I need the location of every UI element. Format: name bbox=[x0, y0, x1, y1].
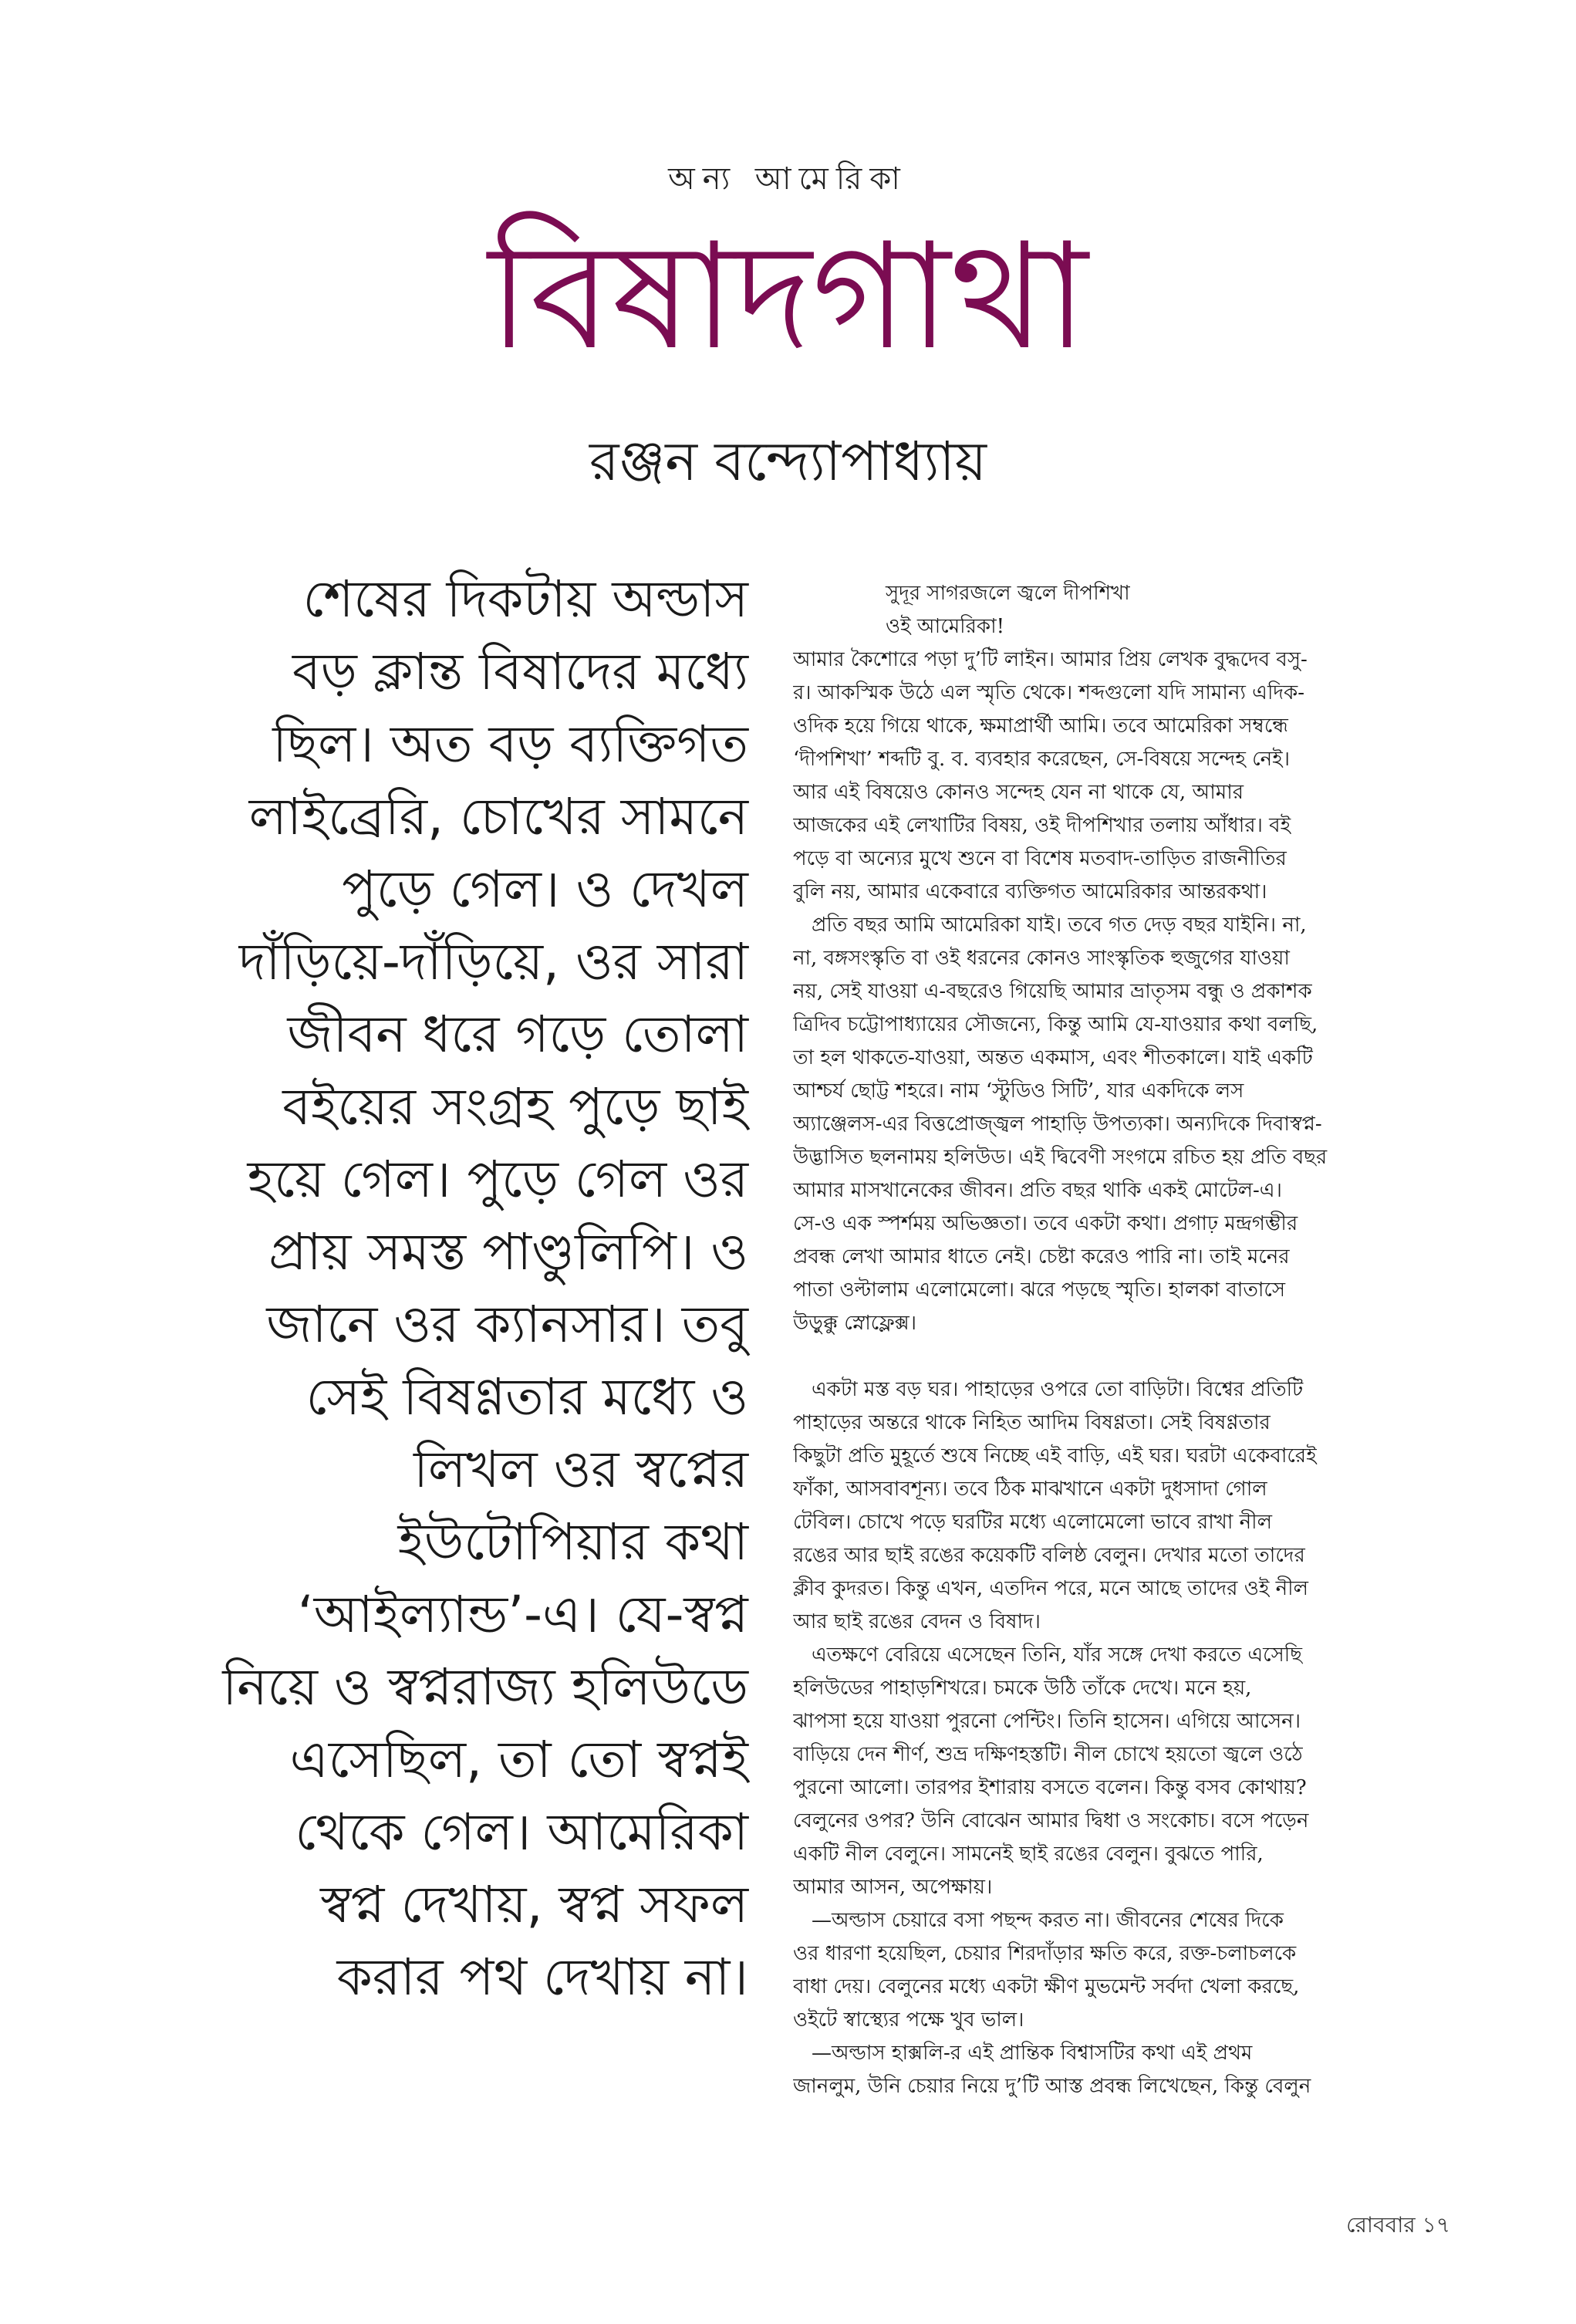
body-line: পাতা ওল্টালাম এলোমেলো। ঝরে পড়ছে স্মৃতি। হালকা বাতাসে bbox=[793, 1279, 1286, 1302]
body-line: পাহাড়ের অন্তরে থাকে নিহিত আদিম বিষণ্ণতা। সেই বিষণ্ণতার bbox=[793, 1411, 1271, 1434]
pull-quote-line: এসেছিল, তা তো স্বপ্নই bbox=[289, 1730, 748, 1789]
body-line: একটা মস্ত বড় ঘর। পাহাড়ের ওপরে তো বাড়িটা। বিশ্বের প্রতিটি bbox=[812, 1378, 1304, 1401]
pull-quote-line: ছিল। অত বড় ব্যক্তিগত bbox=[272, 714, 748, 774]
pull-quote-line: বড় ক্লান্ত বিষাদের মধ্যে bbox=[292, 642, 748, 701]
body-line: —অল্ডাস চেয়ারে বসা পছন্দ করত না। জীবনের শেষের দিকে bbox=[812, 1909, 1284, 1932]
pull-quote-line: ‘আইল্যান্ড’-এ। যে-স্বপ্ন bbox=[297, 1585, 748, 1644]
pull-quote bbox=[139, 563, 748, 2014]
body-paragraph bbox=[793, 1373, 1441, 1639]
pull-quote-line: পুড়ে গেল। ও দেখল bbox=[342, 860, 748, 919]
section-label: অন্য আমেরিকা bbox=[668, 161, 908, 197]
body-line: উদ্ভাসিত ছলনাময় হলিউড। এই দ্বিবেণী সংগমে রচিত হয় প্রতি বছর bbox=[793, 1146, 1328, 1169]
epigraph bbox=[793, 577, 1441, 643]
pull-quote-line: জীবন ধরে গড়ে তোলা bbox=[287, 1005, 748, 1064]
body-line: হলিউডের পাহাড়শিখরে। চমকে উঠি তাঁকে দেখে। মনে হয়, bbox=[793, 1677, 1252, 1700]
pull-quote-line: প্রায় সমস্ত পাণ্ডুলিপি। ও bbox=[268, 1222, 748, 1282]
pull-quote-line: সেই বিষণ্ণতার মধ্যে ও bbox=[305, 1367, 748, 1427]
body-line: কিছুটা প্রতি মুহূর্তে শুষে নিচ্ছে এই বাড়ি, এই ঘর। ঘরটা একেবারেই bbox=[793, 1444, 1317, 1468]
body-line: নয়, সেই যাওয়া এ-বছরেও গিয়েছি আমার ভ্রাতৃসম বন্ধু ও প্রকাশক bbox=[793, 980, 1312, 1003]
pull-quote-line: নিয়ে ও স্বপ্নরাজ্য হলিউডে bbox=[222, 1657, 748, 1717]
pull-quote-line: করার পথ দেখায় না। bbox=[336, 1947, 748, 2007]
pull-quote-line: দাঁড়িয়ে-দাঁড়িয়ে, ওর সারা bbox=[238, 932, 748, 991]
body-line: আর ছাই রঙের বেদন ও বিষাদ। bbox=[793, 1610, 1041, 1633]
body-line: —অল্ডাস হাক্সলি-র এই প্রান্তিক বিশ্বাসটির কথা এই প্রথম bbox=[812, 2042, 1253, 2065]
body-line: সে-ও এক স্পর্শময় অভিজ্ঞতা। তবে একটা কথা। প্রগাঢ় মন্দ্রগম্ভীর bbox=[793, 1212, 1298, 1235]
body-line: আর এই বিষয়েও কোনও সন্দেহ যেন না থাকে যে, আমার bbox=[793, 781, 1244, 804]
pull-quote-line: শেষের দিকটায় অল্ডাস bbox=[302, 569, 748, 629]
body-paragraph bbox=[793, 2037, 1441, 2103]
body-line: ওদিক হয়ে গিয়ে থাকে, ক্ষমাপ্রার্থী আমি। তবে আমেরিকা সম্বন্ধে bbox=[793, 714, 1288, 738]
body-line: ফাঁকা, আসবাবশূন্য। তবে ঠিক মাঝখানে একটা দুধসাদা গোল bbox=[793, 1478, 1267, 1501]
body-line: একটি নীল বেলুনে। সামনেই ছাই রঙের বেলুন। বুঝতে পারি, bbox=[793, 1843, 1264, 1866]
epigraph-line: সুদূর সাগরজলে জ্বলে দীপশিখা bbox=[886, 582, 1130, 605]
body-line: উড়ুক্কু স্নোফ্লেক্স। bbox=[793, 1312, 917, 1335]
author-byline: রঞ্জন বন্দ্যোপাধ্যায় bbox=[589, 430, 987, 493]
body-line: বেলুনের ওপর? উনি বোঝেন আমার দ্বিধা ও সংকোচ। বসে পড়েন bbox=[793, 1809, 1309, 1833]
article-title: বিষাদগাথা bbox=[488, 211, 1088, 382]
body-line: আশ্চর্য ছোট্ট শহরে। নাম ‘স্টুডিও সিটি’, যার একদিকে লস bbox=[793, 1079, 1244, 1103]
pull-quote-line: লাইব্রেরি, চোখের সামনে bbox=[248, 787, 748, 846]
paragraph-gap bbox=[793, 1340, 1441, 1373]
body-paragraph bbox=[793, 1904, 1441, 2037]
body-line: প্রবন্ধ লেখা আমার ধাতে নেই। চেষ্টা করেও পারি না। তাই মনের bbox=[793, 1245, 1290, 1268]
pull-quote-line: লিখল ওর স্বপ্নের bbox=[413, 1440, 748, 1499]
article-body bbox=[793, 577, 1441, 2103]
body-line: আমার আসন, অপেক্ষায়। bbox=[793, 1876, 993, 1899]
body-line: ওইটে স্বাস্থ্যের পক্ষে খুব ভাল। bbox=[793, 2008, 1024, 2032]
body-line: বাড়িয়ে দেন শীর্ণ, শুভ্র দক্ষিণহস্তটি। নীল চোখে হয়তো জ্বলে ওঠে bbox=[793, 1743, 1303, 1766]
body-line: এতক্ষণে বেরিয়ে এসেছেন তিনি, যাঁর সঙ্গে দেখা করতে এসেছি bbox=[812, 1643, 1303, 1667]
epigraph-line: ওই আমেরিকা! bbox=[886, 615, 1005, 638]
pull-quote-line: জানে ওর ক্যানসার। তবু bbox=[266, 1295, 748, 1354]
body-line: পুরনো আলো। তারপর ইশারায় বসতে বলেন। কিন্তু বসব কোথায়? bbox=[793, 1776, 1307, 1799]
body-paragraph bbox=[793, 643, 1441, 909]
body-line: তা হল থাকতে-যাওয়া, অন্তত একমাস, এবং শীতকালে। যাই একটি bbox=[793, 1046, 1313, 1069]
body-paragraph bbox=[793, 1639, 1441, 1904]
pull-quote-line: ইউটোপিয়ার কথা bbox=[397, 1512, 748, 1572]
body-line: পড়ে বা অন্যের মুখে শুনে বা বিশেষ মতবাদ-তাড়িত রাজনীতির bbox=[793, 847, 1287, 870]
body-line: ক্লীব কুদরত। কিন্তু এখন, এতদিন পরে, মনে আছে তাদের ওই নীল bbox=[793, 1577, 1308, 1600]
body-line: রঙের আর ছাই রঙের কয়েকটি বলিষ্ঠ বেলুন। দেখার মতো তাদের bbox=[793, 1544, 1305, 1567]
body-line: না, বঙ্গসংস্কৃতি বা ওই ধরনের কোনও সাংস্কৃতিক হুজুগের যাওয়া bbox=[793, 947, 1290, 970]
body-line: বুলি নয়, আমার একেবারে ব্যক্তিগত আমেরিকার আন্তরকথা। bbox=[793, 880, 1267, 904]
body-line: ওর ধারণা হয়েছিল, চেয়ার শিরদাঁড়ার ক্ষতি করে, রক্ত-চলাচলকে bbox=[793, 1942, 1297, 1965]
body-line: আজকের এই লেখাটির বিষয়, ওই দীপশিখার তলায় আঁধার। বই bbox=[793, 814, 1291, 837]
pull-quote-line: স্বপ্ন দেখায়, স্বপ্ন সফল bbox=[320, 1875, 748, 1934]
body-line: র। আকস্মিক উঠে এল স্মৃতি থেকে। শব্দগুলো যদি সামান্য এদিক- bbox=[793, 681, 1305, 704]
body-line: প্রতি বছর আমি আমেরিকা যাই। তবে গত দেড় বছর যাইনি। না, bbox=[812, 914, 1307, 937]
body-line: ত্রিদিব চট্টোপাধ্যায়ের সৌজন্যে, কিন্তু আমি যে-যাওয়ার কথা বলছি, bbox=[793, 1013, 1318, 1036]
body-line: আমার কৈশোরে পড়া দু’টি লাইন। আমার প্রিয় লেখক বুদ্ধদেব বসু- bbox=[793, 648, 1308, 671]
pull-quote-line: থেকে গেল। আমেরিকা bbox=[295, 1802, 748, 1862]
body-line: ঝাপসা হয়ে যাওয়া পুরনো পেন্টিং। তিনি হাসেন। এগিয়ে আসেন। bbox=[793, 1710, 1301, 1733]
pull-quote-line: হয়ে গেল। পুড়ে গেল ওর bbox=[247, 1150, 748, 1209]
body-line: টেবিল। চোখে পড়ে ঘরটির মধ্যে এলোমেলো ভাবে রাখা নীল bbox=[793, 1511, 1272, 1534]
pull-quote-line: বইয়ের সংগ্রহ পুড়ে ছাই bbox=[282, 1077, 748, 1137]
page-footer: রোববার ১৭ bbox=[1346, 2212, 1450, 2238]
body-line: ‘দীপশিখা’ শব্দটি বু. ব. ব্যবহার করেছেন, সে-বিষয়ে সন্দেহ নেই। bbox=[793, 748, 1291, 771]
body-paragraph bbox=[793, 909, 1441, 1340]
body-line: জানলুম, উনি চেয়ার নিয়ে দু’টি আস্ত প্রবন্ধ লিখেছেন, কিন্তু বেলুন bbox=[793, 2075, 1311, 2098]
body-line: অ্যাঞ্জেলস-এর বিত্তপ্রোজ্জ্বল পাহাড়ি উপত্যকা। অন্যদিকে দিবাস্বপ্ন- bbox=[793, 1113, 1322, 1136]
body-line: বাধা দেয়। বেলুনের মধ্যে একটা ক্ষীণ মুভমেন্ট সর্বদা খেলা করছে, bbox=[793, 1975, 1300, 1998]
body-line: আমার মাসখানেকের জীবন। প্রতি বছর থাকি একই মোটেল-এ। bbox=[793, 1179, 1282, 1202]
